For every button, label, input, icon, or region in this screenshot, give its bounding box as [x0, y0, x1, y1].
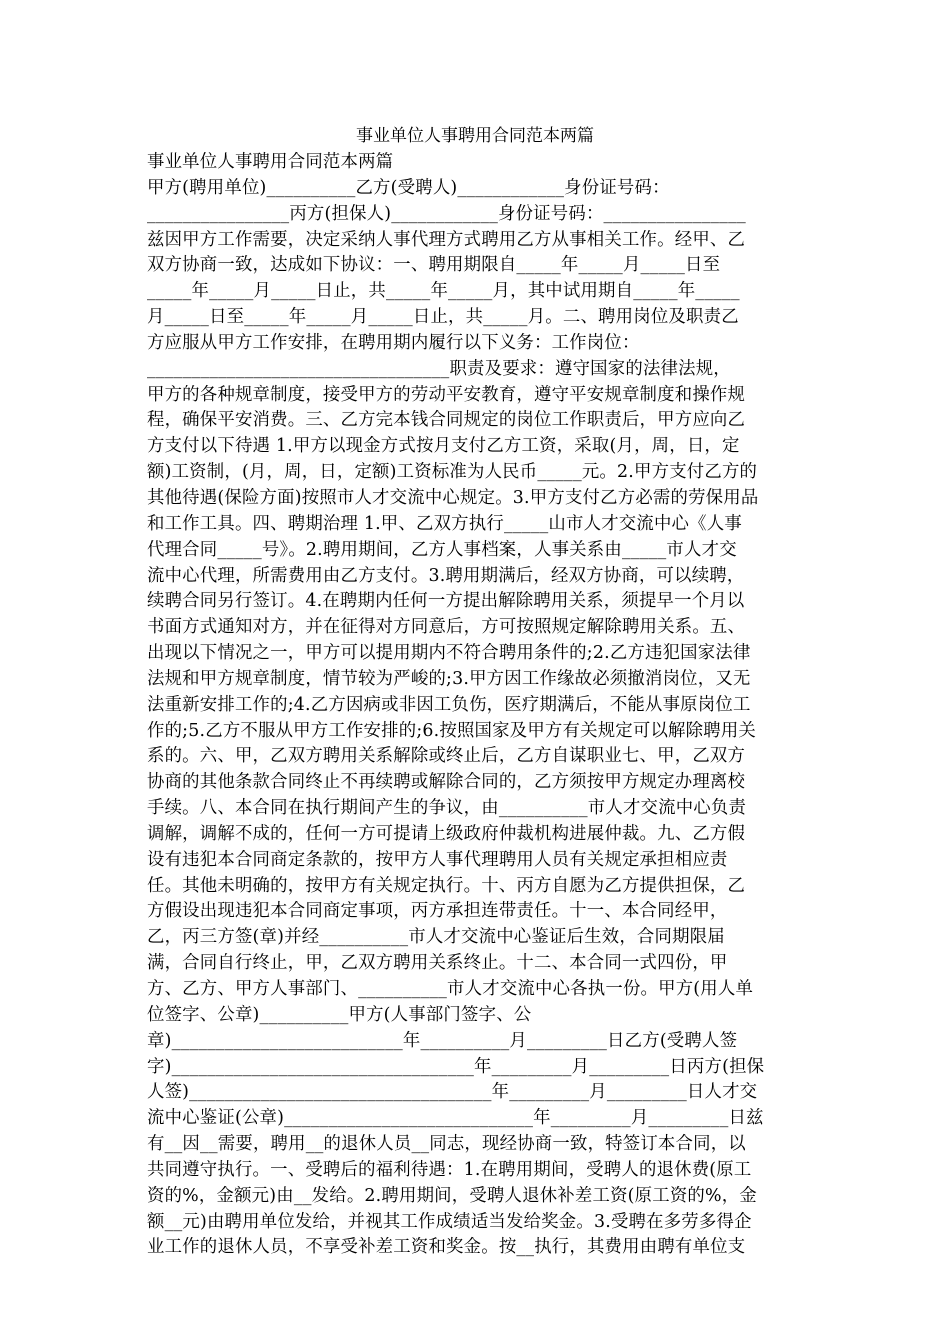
document-line: 流中心鉴证(公章)____________________________年_________月_________日兹 [147, 1108, 764, 1129]
document-line: 方、乙方、甲方人事部门、__________市人才交流中心各执一份。甲方(用人单 [147, 979, 754, 999]
document-line: 手续。八、本合同在执行期间产生的争议，由__________市人才交流中心负责 [147, 798, 747, 819]
document-line: 字)__________________________________年_________月_________日丙方(担保 [147, 1056, 765, 1077]
document-line: 法重新安排工作的;4.乙方因病或非因工负伤，医疗期满后，不能从事原岗位工 [147, 694, 751, 715]
document-line: 方假设出现违犯本合同商定事项，丙方承担连带责任。十一、本合同经甲， [147, 901, 728, 922]
document-line: 程，确保平安消费。三、乙方完本钱合同规定的岗位工作职责后，甲方应向乙 [147, 410, 746, 431]
document-line: 额)工资制，(月，周，日，定额)工资标准为人民币_____元。2.甲方支付乙方的 [147, 462, 758, 483]
document-line: 续聘合同另行签订。4.在聘期内任何一方提出解除聘用关系，须提早一个月以 [147, 591, 745, 612]
document-line: __________________________________职责及要求：遵守国家的法律法规， [147, 358, 731, 379]
document-line: 方应服从甲方工作安排，在聘用期内履行以下义务：工作岗位： [147, 332, 640, 353]
document-line: 设有违犯本合同商定条款的，按甲方人事代理聘用人员有关规定承担相应责 [147, 849, 728, 870]
document-line: _____年_____月_____日止，共_____年_____月，其中试用期自_____年_____ [147, 281, 740, 302]
document-line: 人签)__________________________________年_________月_________日人才交 [147, 1082, 758, 1103]
document-line: 事业单位人事聘用合同范本两篇 [147, 152, 394, 172]
document-line: 章)__________________________年__________月_________日乙方(受聘人签 [147, 1030, 738, 1051]
document-line: 双方协商一致，达成如下协议：一、聘用期限自_____年_____月_____日至 [147, 255, 721, 276]
document-line: 满，合同自行终止，甲，乙双方聘用关系终止。十二、本合同一式四份，甲 [147, 953, 728, 974]
document-line: 有__因__需要，聘用__的退休人员__同志，现经协商一致，特签订本合同，以 [147, 1134, 746, 1155]
document-line: 流中心代理，所需费用由乙方支付。3.聘用期满后，经双方协商，可以续聘， [147, 565, 745, 586]
document-line: 业工作的退休人员，不享受补差工资和奖金。按__执行，其费用由聘有单位支 [147, 1237, 746, 1258]
document-line: 代理合同_____号》。2.聘用期间，乙方人事档案，人事关系由_____市人才交 [147, 539, 737, 560]
document-line: 法规和甲方规章制度，情节较为严峻的;3.甲方因工作缘故必须撤消岗位，又无 [147, 668, 751, 689]
document-line: 共同遵守执行。一、受聘后的福利待遇：1.在聘用期间，受聘人的退休费(原工 [147, 1159, 752, 1180]
document-line: 额__元)由聘用单位发给，并视其工作成绩适当发给奖金。3.受聘在多劳多得企 [147, 1211, 752, 1232]
document-line: 方支付以下待遇 1.甲方以现金方式按月支付乙方工资，采取(月，周，日，定 [147, 436, 740, 457]
document-line: 协商的其他条款合同终止不再续聘或解除合同的，乙方须按甲方规定办理离校 [147, 772, 746, 793]
document-line: 月_____日至_____年_____月_____日止，共_____月。二、聘用岗位及职责乙 [147, 307, 739, 328]
document-line: ________________丙方(担保人)____________身份证号码：________________ [147, 203, 746, 224]
document-line: 甲方的各种规章制度，接受甲方的劳动平安教育，遵守平安规章制度和操作规 [147, 384, 746, 405]
document-line: 出现以下情况之一，甲方可以提用期内不符合聘用条件的;2.乙方违犯国家法律 [147, 643, 751, 664]
document-line: 位签字、公章)__________甲方(人事部门签字、公 [147, 1004, 532, 1025]
document-line: 其他待遇(保险方面)按照市人才交流中心规定。3.甲方支付乙方必需的劳保用品 [147, 487, 759, 508]
document-body [147, 150, 817, 1261]
document-line: 作的;5.乙方不服从甲方工作安排的;6.按照国家及甲方有关规定可以解除聘用关 [147, 720, 757, 741]
document-line: 甲方(聘用单位)__________乙方(受聘人)____________身份证号码： [147, 177, 670, 198]
document-line: 资的%，金额元)由__发给。2.聘用期间，受聘人退休补差工资(原工资的%，金 [147, 1185, 757, 1206]
document-line: 系的。六、甲，乙双方聘用关系解除或终止后，乙方自谋职业七、甲，乙双方 [147, 746, 746, 767]
document-line: 调解，调解不成的，任何一方可提请上级政府仲裁机构进展仲裁。九、乙方假 [147, 823, 746, 844]
document-line: 和工作工具。四、聘期治理 1.甲、乙双方执行_____山市人才交流中心《人事 [147, 513, 742, 534]
document-line: 书面方式通知对方，并在征得对方同意后，方可按照规定解除聘用关系。五、 [147, 617, 746, 638]
document-line: 乙，丙三方签(章)并经__________市人才交流中心鉴证后生效，合同期限届 [147, 927, 725, 948]
document-title: 事业单位人事聘用合同范本两篇 [356, 126, 594, 146]
document-line: 任。其他未明确的，按甲方有关规定执行。十、丙方自愿为乙方提供担保，乙 [147, 875, 746, 896]
document-line: 兹因甲方工作需要，决定采纳人事代理方式聘用乙方从事相关工作。经甲、乙 [147, 229, 746, 250]
